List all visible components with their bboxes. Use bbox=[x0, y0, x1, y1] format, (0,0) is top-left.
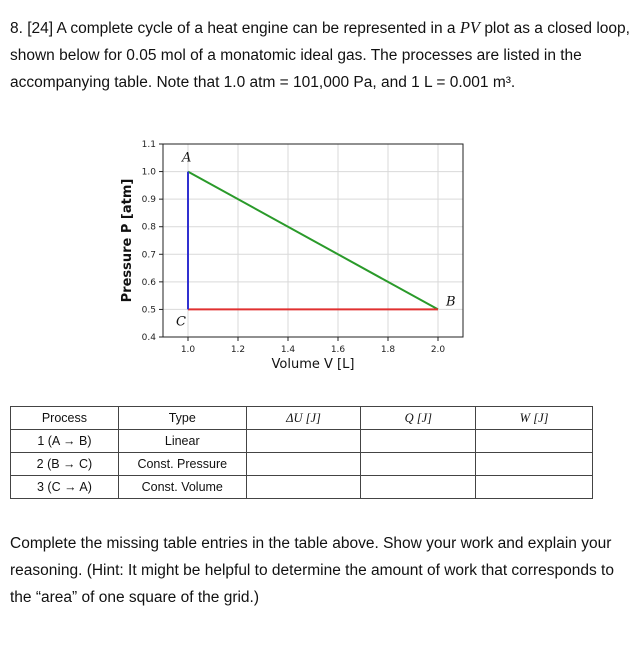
cell-type: Const. Volume bbox=[118, 476, 246, 499]
header-w: W [J] bbox=[476, 407, 593, 430]
cell-w[interactable] bbox=[476, 430, 593, 453]
cell-q[interactable] bbox=[361, 430, 476, 453]
point-label: A bbox=[182, 150, 192, 166]
y-tick-label: 0.9 bbox=[141, 195, 156, 206]
cell-w[interactable] bbox=[476, 476, 593, 499]
table-row bbox=[11, 430, 593, 453]
problem-intro bbox=[10, 14, 630, 96]
table-row bbox=[11, 476, 593, 499]
cell-du[interactable] bbox=[246, 476, 361, 499]
cell-du[interactable] bbox=[246, 430, 361, 453]
cell-type: Linear bbox=[118, 430, 246, 453]
point-label: C bbox=[176, 314, 186, 330]
y-tick-label: 1.1 bbox=[141, 140, 156, 150]
intro-part1: A complete cycle of a heat engine can be represented in a bbox=[56, 20, 456, 37]
cell-process: 3 (C → A) bbox=[11, 476, 119, 499]
hint-text: Complete the missing table entries in the table above. Show your work and explain your reasoning. (Hint: It might be helpful to determine the amount of work that corresponds to the “area” of one square of the grid.) bbox=[10, 535, 614, 606]
intro-part2: plot as a closed loop, shown below for 0.05 mol of a monatomic ideal gas. The processes are listed in the accompanying table. Note that 1.0 atm = 101,000 Pa, and 1 L = 0.001 m³. bbox=[10, 20, 630, 91]
cell-type: Const. Pressure bbox=[118, 453, 246, 476]
table-header-row bbox=[11, 407, 593, 430]
y-tick-label: 0.8 bbox=[141, 222, 156, 233]
cell-process: 2 (B → C) bbox=[11, 453, 119, 476]
y-tick-label: 0.5 bbox=[141, 305, 156, 316]
x-tick-label: 1.2 bbox=[230, 345, 246, 355]
x-tick-label: 1.4 bbox=[280, 345, 296, 355]
y-axis-label: Pressure P [atm] bbox=[120, 178, 135, 303]
problem-number: 8. [24] bbox=[10, 20, 54, 37]
header-du: ΔU [J] bbox=[246, 407, 361, 430]
header-type: Type bbox=[118, 407, 246, 430]
point-label: B bbox=[446, 294, 456, 310]
process-table bbox=[10, 406, 593, 499]
cell-w[interactable] bbox=[476, 453, 593, 476]
cell-process: 1 (A → B) bbox=[11, 430, 119, 453]
x-tick-label: 1.0 bbox=[180, 345, 196, 355]
x-tick-label: 1.6 bbox=[330, 345, 346, 355]
cell-du[interactable] bbox=[246, 453, 361, 476]
header-q: Q [J] bbox=[361, 407, 476, 430]
series-line bbox=[188, 172, 438, 310]
x-tick-label: 1.8 bbox=[380, 345, 396, 355]
table-row bbox=[11, 453, 593, 476]
pv-diagram bbox=[110, 130, 470, 375]
y-tick-label: 0.4 bbox=[141, 333, 156, 343]
y-tick-label: 1.0 bbox=[141, 167, 156, 178]
pv-label: PV bbox=[459, 18, 480, 37]
y-tick-label: 0.7 bbox=[141, 250, 156, 261]
header-process: Process bbox=[11, 407, 119, 430]
cell-q[interactable] bbox=[361, 453, 476, 476]
x-tick-label: 2.0 bbox=[430, 345, 446, 355]
x-axis-label: Volume V [L] bbox=[271, 357, 355, 372]
y-tick-label: 0.6 bbox=[141, 277, 156, 288]
cell-q[interactable] bbox=[361, 476, 476, 499]
